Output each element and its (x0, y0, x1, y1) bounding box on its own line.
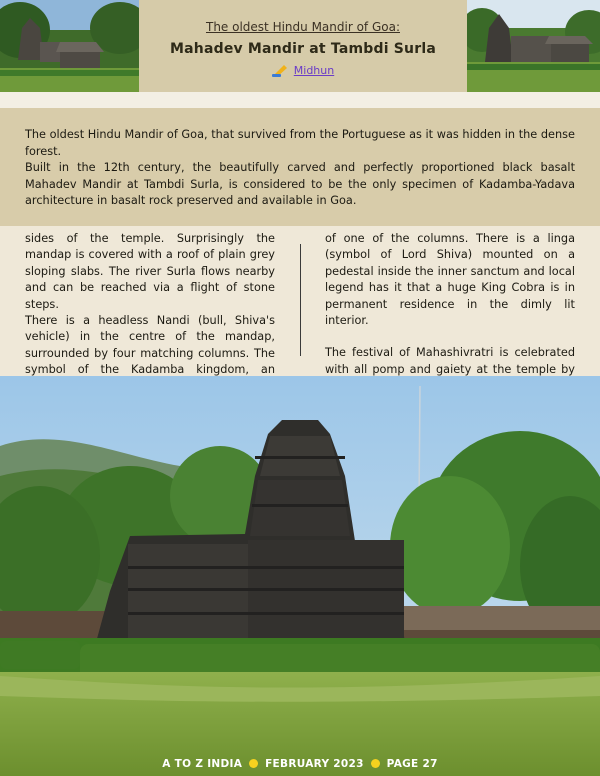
intro-box (0, 108, 600, 226)
footer-page: PAGE 27 (386, 758, 438, 770)
page-footer (0, 758, 600, 770)
header-strip (0, 0, 600, 95)
intro-paragraph-2: Built in the 12th century, the beautifully carved and perfectly proportioned black basalt Mahadev Mandir at Tambdi Surla, is considered to be the only specimen of Kadamba-Yadava architecture in basalt rock preserved and available in Goa. (25, 161, 575, 207)
header-title-box (139, 0, 467, 92)
intro-paragraph-1: The oldest Hindu Mandir of Goa, that survived from the Portuguese as it was hidden in the dense forest. (25, 128, 575, 158)
header-photo-right (467, 0, 600, 92)
writing-hand-icon (272, 63, 290, 77)
right-column-paragraph-2: The festival of Mahashivratri is celebrated with all pomp and gaiety at the temple by (325, 346, 575, 376)
author-byline[interactable] (139, 63, 467, 77)
footer-dot-icon (249, 759, 258, 768)
left-column-paragraph-1: sides of the temple. Surprisingly the mandap is covered with a roof of plain grey sloping slabs. The river Surla flows nearby and can be reached via a flight of stone steps. (25, 232, 275, 311)
header-divider-band (0, 92, 600, 108)
right-column-paragraph-1: of one of the columns. There is a linga (symbol of Lord Shiva) mounted on a pedestal inside the inner sanctum and local legend has it that a huge King Cobra is in permanent residence in the dimly lit interior. (325, 232, 575, 328)
paragraph-gap (325, 329, 575, 345)
header-photo-left (0, 0, 139, 92)
article-title: Mahadev Mandir at Tambdi Surla (170, 41, 436, 57)
column-divider (300, 244, 301, 356)
footer-issue: FEBRUARY 2023 (265, 758, 364, 770)
left-column-paragraph-2: There is a headless Nandi (bull, Shiva's vehicle) in the centre of the mandap, surrounded by four matching columns. The symbol of the Kadamba kingdom, an (25, 314, 275, 377)
footer-dot-icon (371, 759, 380, 768)
temple-photo (0, 376, 600, 776)
footer-magazine: A TO Z INDIA (162, 758, 243, 770)
author-name-link[interactable]: Midhun (293, 63, 335, 77)
body-columns (0, 226, 600, 376)
article-kicker: The oldest Hindu Mandir of Goa: (205, 20, 400, 34)
